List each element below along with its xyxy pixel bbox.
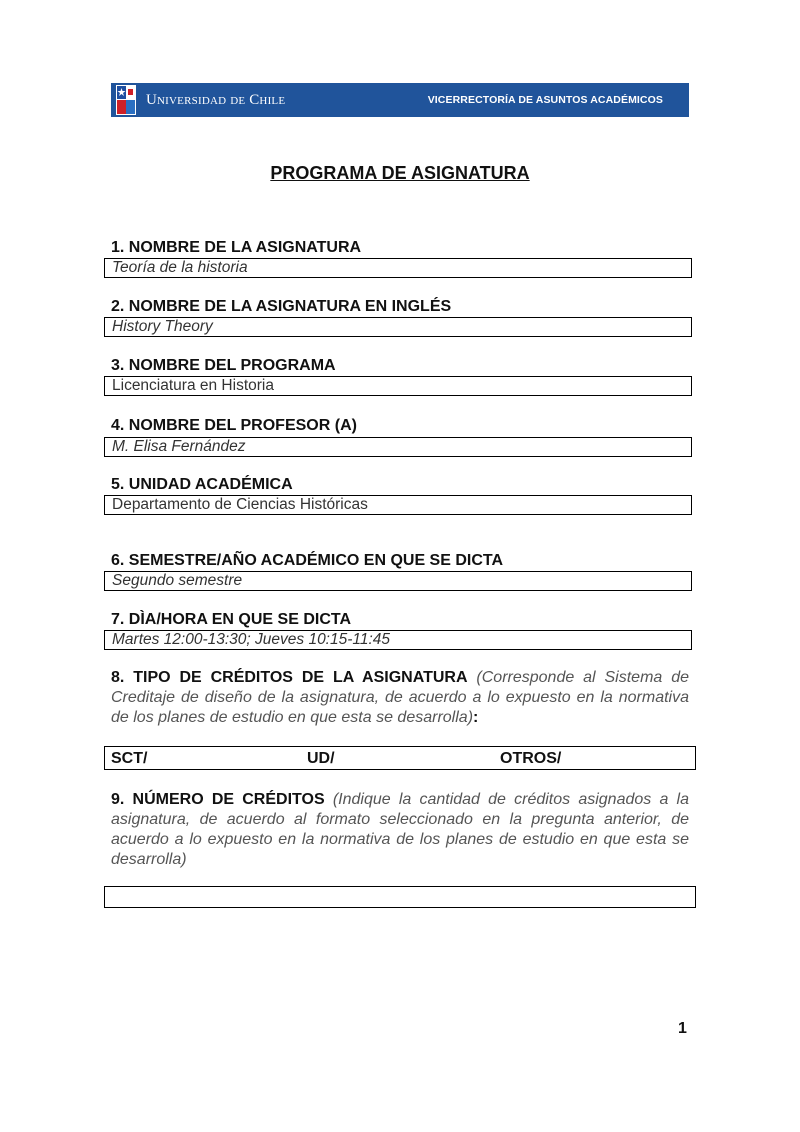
credit-option-otros: OTROS/ [500,750,562,767]
section-9-heading: 9. NÚMERO DE CRÉDITOS [111,791,325,808]
section-8-colon: : [473,709,479,726]
university-seal-icon [116,85,136,115]
section-3-value: Licenciatura en Historia [104,376,692,396]
section-6-value: Segundo semestre [104,571,692,591]
section-8-heading: 8. TIPO DE CRÉDITOS DE LA ASIGNATURA [111,669,468,686]
credits-type-table [104,746,696,770]
header-banner [111,83,689,117]
section-8-paragraph [111,668,689,728]
section-7-heading: 7. DÌA/HORA EN QUE SE DICTA [111,611,352,628]
vicerrectoria-name: VICERRECTORÍA DE ASUNTOS ACADÉMICOS [427,94,663,106]
section-2-heading: 2. NOMBRE DE LA ASIGNATURA EN INGLÉS [111,298,452,315]
section-9-paragraph [111,790,689,870]
credit-option-sct: SCT/ [111,750,148,767]
credit-option-ud: UD/ [307,750,335,767]
page-number: 1 [678,1020,687,1037]
section-4-value: M. Elisa Fernández [104,437,692,457]
section-9-note: (Indique la cantidad de créditos asignados a la asignatura, de acuerdo al formato seleccionado en la pregunta anterior, de acuerdo a lo expuesto en la normativa de los planes de estudio en que esta se desarrolla) [111,791,689,868]
section-3-heading: 3. NOMBRE DEL PROGRAMA [111,357,336,374]
document-title: PROGRAMA DE ASIGNATURA [270,163,530,183]
section-2-value: History Theory [104,317,692,337]
section-1-value: Teoría de la historia [104,258,692,278]
section-7-value: Martes 12:00-13:30; Jueves 10:15-11:45 [104,630,692,650]
section-4-heading: 4. NOMBRE DEL PROFESOR (A) [111,417,357,434]
university-name: Universidad de Chile [146,91,286,108]
section-5-value: Departamento de Ciencias Históricas [104,495,692,515]
section-8-note: (Corresponde al Sistema de Creditaje de diseño de la asignatura, de acuerdo a lo expuesto en la normativa de los planes de estudio en que esta se desarrolla) [111,669,689,726]
credits-number-box [104,886,696,908]
section-1-heading: 1. NOMBRE DE LA ASIGNATURA [111,239,362,256]
section-6-heading: 6. SEMESTRE/AÑO ACADÉMICO EN QUE SE DICTA [111,552,504,569]
section-5-heading: 5. UNIDAD ACADÉMICA [111,476,293,493]
